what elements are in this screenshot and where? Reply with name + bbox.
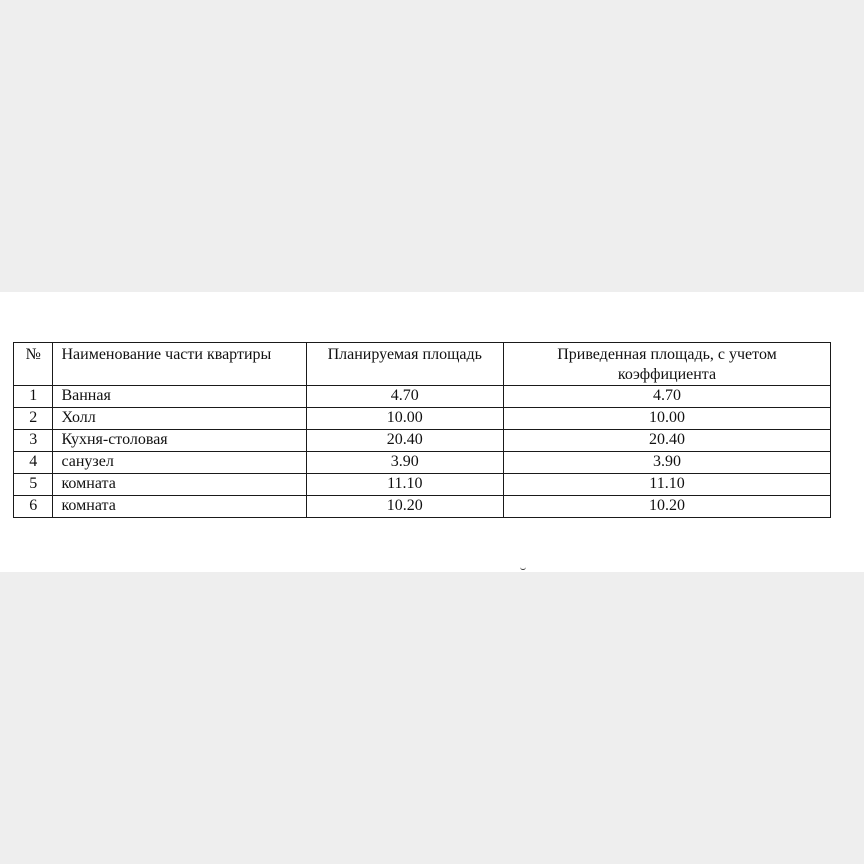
row-adjusted-area: 10.20 <box>503 496 830 518</box>
row-adjusted-area: 10.00 <box>503 408 830 430</box>
row-room-name: Холл <box>53 408 306 430</box>
row-room-name: комната <box>53 496 306 518</box>
document-page <box>0 292 864 572</box>
row-room-name: комната <box>53 474 306 496</box>
row-planned-area: 3.90 <box>306 452 503 474</box>
crop-artifact-mark <box>520 565 526 570</box>
row-adjusted-area: 20.40 <box>503 430 830 452</box>
row-number: 1 <box>14 386 53 408</box>
row-adjusted-area: 3.90 <box>503 452 830 474</box>
header-room-name: Наименование части квартиры <box>53 343 306 386</box>
table-row <box>14 386 831 408</box>
row-adjusted-area: 11.10 <box>503 474 830 496</box>
table-row <box>14 474 831 496</box>
table-row <box>14 408 831 430</box>
area-table <box>13 342 831 518</box>
row-room-name: Ванная <box>53 386 306 408</box>
table-row <box>14 430 831 452</box>
row-planned-area: 10.00 <box>306 408 503 430</box>
row-number: 5 <box>14 474 53 496</box>
row-planned-area: 20.40 <box>306 430 503 452</box>
header-planned-area: Планируемая площадь <box>306 343 503 386</box>
table-row <box>14 452 831 474</box>
row-number: 2 <box>14 408 53 430</box>
row-room-name: санузел <box>53 452 306 474</box>
table-header-row <box>14 343 831 386</box>
row-number: 3 <box>14 430 53 452</box>
row-planned-area: 10.20 <box>306 496 503 518</box>
row-room-name: Кухня-столовая <box>53 430 306 452</box>
header-adjusted-area: Приведенная площадь, с учетом коэффициента <box>503 343 830 386</box>
row-number: 4 <box>14 452 53 474</box>
row-planned-area: 4.70 <box>306 386 503 408</box>
header-number: № <box>14 343 53 386</box>
row-adjusted-area: 4.70 <box>503 386 830 408</box>
row-number: 6 <box>14 496 53 518</box>
row-planned-area: 11.10 <box>306 474 503 496</box>
table-row <box>14 496 831 518</box>
